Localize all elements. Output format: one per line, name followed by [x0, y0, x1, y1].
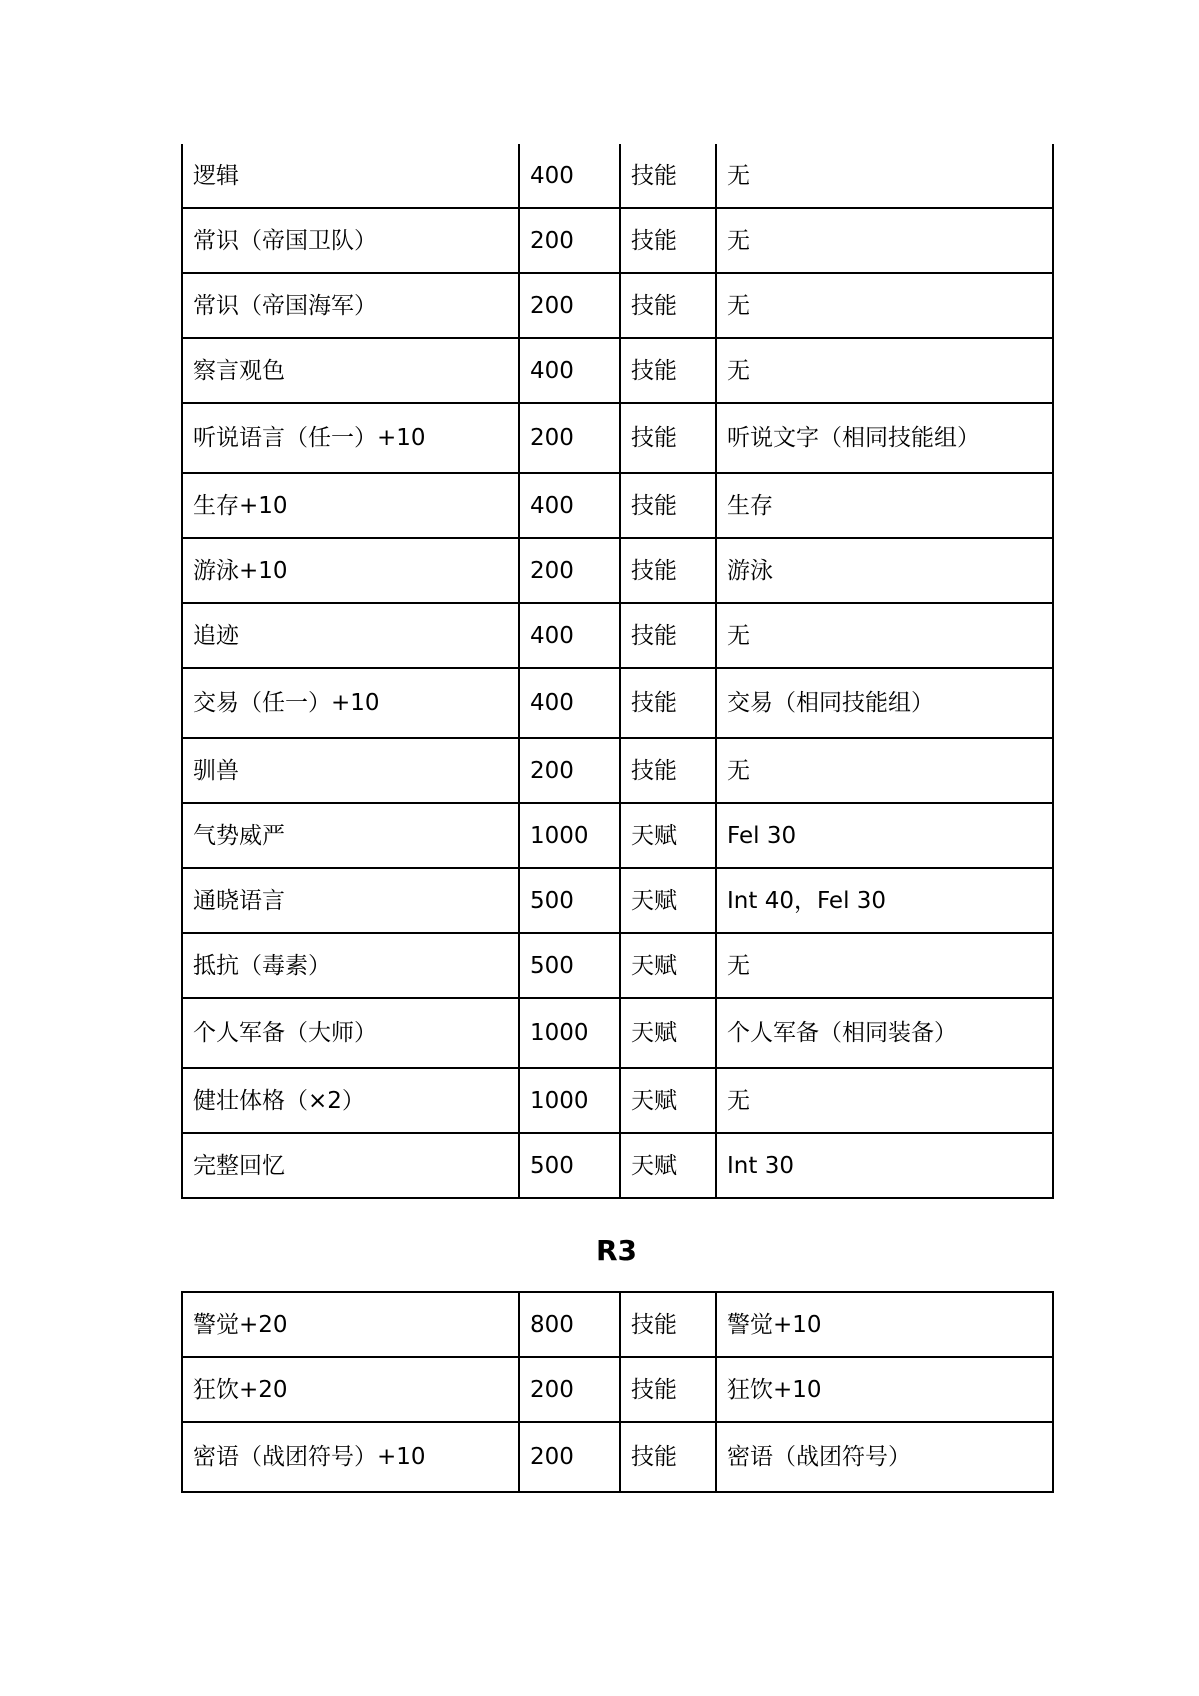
prerequisite-cell: 无 [716, 603, 1053, 668]
prerequisite-cell: 警觉+10 [716, 1292, 1053, 1357]
advance-name-cell: 交易（任一）+10 [182, 668, 519, 738]
cost-cell: 400 [519, 603, 620, 668]
type-cell: 天赋 [620, 998, 716, 1068]
table-row [182, 338, 1053, 403]
table-row [182, 1068, 1053, 1133]
cost-cell: 500 [519, 1133, 620, 1198]
table-row [182, 603, 1053, 668]
prerequisite-cell: 无 [716, 144, 1053, 208]
type-cell: 技能 [620, 208, 716, 273]
advance-name-cell: 狂饮+20 [182, 1357, 519, 1422]
cost-cell: 200 [519, 1357, 620, 1422]
type-cell: 技能 [620, 403, 716, 473]
advance-name-cell: 密语（战团符号）+10 [182, 1422, 519, 1492]
cost-cell: 400 [519, 473, 620, 538]
advance-name-cell: 常识（帝国卫队） [182, 208, 519, 273]
table-row [182, 1422, 1053, 1492]
advance-name-cell: 个人军备（大师） [182, 998, 519, 1068]
advance-name-cell: 听说语言（任一）+10 [182, 403, 519, 473]
cost-cell: 200 [519, 403, 620, 473]
prerequisite-cell: 个人军备（相同装备） [716, 998, 1053, 1068]
prerequisite-cell: 无 [716, 738, 1053, 803]
cost-cell: 200 [519, 208, 620, 273]
cost-cell: 400 [519, 144, 620, 208]
cost-cell: 1000 [519, 998, 620, 1068]
prerequisite-cell: 游泳 [716, 538, 1053, 603]
advance-name-cell: 驯兽 [182, 738, 519, 803]
cost-cell: 400 [519, 338, 620, 403]
advance-name-cell: 生存+10 [182, 473, 519, 538]
prerequisite-cell: Int 40，Fel 30 [716, 868, 1053, 933]
prerequisite-cell: 听说文字（相同技能组） [716, 403, 1053, 473]
table-row [182, 803, 1053, 868]
type-cell: 天赋 [620, 868, 716, 933]
cost-cell: 500 [519, 933, 620, 998]
advance-name-cell: 逻辑 [182, 144, 519, 208]
table-row [182, 868, 1053, 933]
r3-advances-table [181, 1291, 1054, 1493]
type-cell: 技能 [620, 1357, 716, 1422]
advance-name-cell: 完整回忆 [182, 1133, 519, 1198]
type-cell: 技能 [620, 1422, 716, 1492]
cost-cell: 500 [519, 868, 620, 933]
cost-cell: 200 [519, 1422, 620, 1492]
cost-cell: 400 [519, 668, 620, 738]
prerequisite-cell: 密语（战团符号） [716, 1422, 1053, 1492]
advance-name-cell: 警觉+20 [182, 1292, 519, 1357]
table-row [182, 273, 1053, 338]
prerequisite-cell: 无 [716, 273, 1053, 338]
advances-table-body [182, 144, 1053, 1198]
table-row [182, 668, 1053, 738]
prerequisite-cell: Int 30 [716, 1133, 1053, 1198]
type-cell: 技能 [620, 273, 716, 338]
type-cell: 技能 [620, 538, 716, 603]
prerequisite-cell: 狂饮+10 [716, 1357, 1053, 1422]
table-row [182, 1357, 1053, 1422]
prerequisite-cell: 无 [716, 338, 1053, 403]
type-cell: 天赋 [620, 1133, 716, 1198]
advance-name-cell: 常识（帝国海军） [182, 273, 519, 338]
section-heading-r3: R3 [595, 1234, 638, 1267]
advance-name-cell: 抵抗（毒素） [182, 933, 519, 998]
prerequisite-cell: 生存 [716, 473, 1053, 538]
r3-advances-table-body [182, 1292, 1053, 1492]
table-row [182, 1292, 1053, 1357]
cost-cell: 1000 [519, 803, 620, 868]
type-cell: 技能 [620, 338, 716, 403]
prerequisite-cell: 交易（相同技能组） [716, 668, 1053, 738]
type-cell: 技能 [620, 473, 716, 538]
advance-name-cell: 追迹 [182, 603, 519, 668]
cost-cell: 200 [519, 538, 620, 603]
table-row [182, 538, 1053, 603]
cost-cell: 1000 [519, 1068, 620, 1133]
prerequisite-cell: Fel 30 [716, 803, 1053, 868]
advance-name-cell: 通晓语言 [182, 868, 519, 933]
table-row [182, 738, 1053, 803]
advance-name-cell: 健壮体格（×2） [182, 1068, 519, 1133]
type-cell: 技能 [620, 603, 716, 668]
table-row [182, 1133, 1053, 1198]
table-row [182, 998, 1053, 1068]
table-row [182, 933, 1053, 998]
type-cell: 技能 [620, 738, 716, 803]
cost-cell: 200 [519, 738, 620, 803]
prerequisite-cell: 无 [716, 208, 1053, 273]
table-row [182, 473, 1053, 538]
type-cell: 天赋 [620, 803, 716, 868]
prerequisite-cell: 无 [716, 1068, 1053, 1133]
type-cell: 技能 [620, 1292, 716, 1357]
type-cell: 天赋 [620, 933, 716, 998]
type-cell: 技能 [620, 144, 716, 208]
table-row [182, 144, 1053, 208]
type-cell: 技能 [620, 668, 716, 738]
table-row [182, 403, 1053, 473]
advance-name-cell: 察言观色 [182, 338, 519, 403]
advances-table [181, 144, 1054, 1199]
prerequisite-cell: 无 [716, 933, 1053, 998]
advance-name-cell: 游泳+10 [182, 538, 519, 603]
cost-cell: 800 [519, 1292, 620, 1357]
table-row [182, 208, 1053, 273]
cost-cell: 200 [519, 273, 620, 338]
type-cell: 天赋 [620, 1068, 716, 1133]
advance-name-cell: 气势威严 [182, 803, 519, 868]
